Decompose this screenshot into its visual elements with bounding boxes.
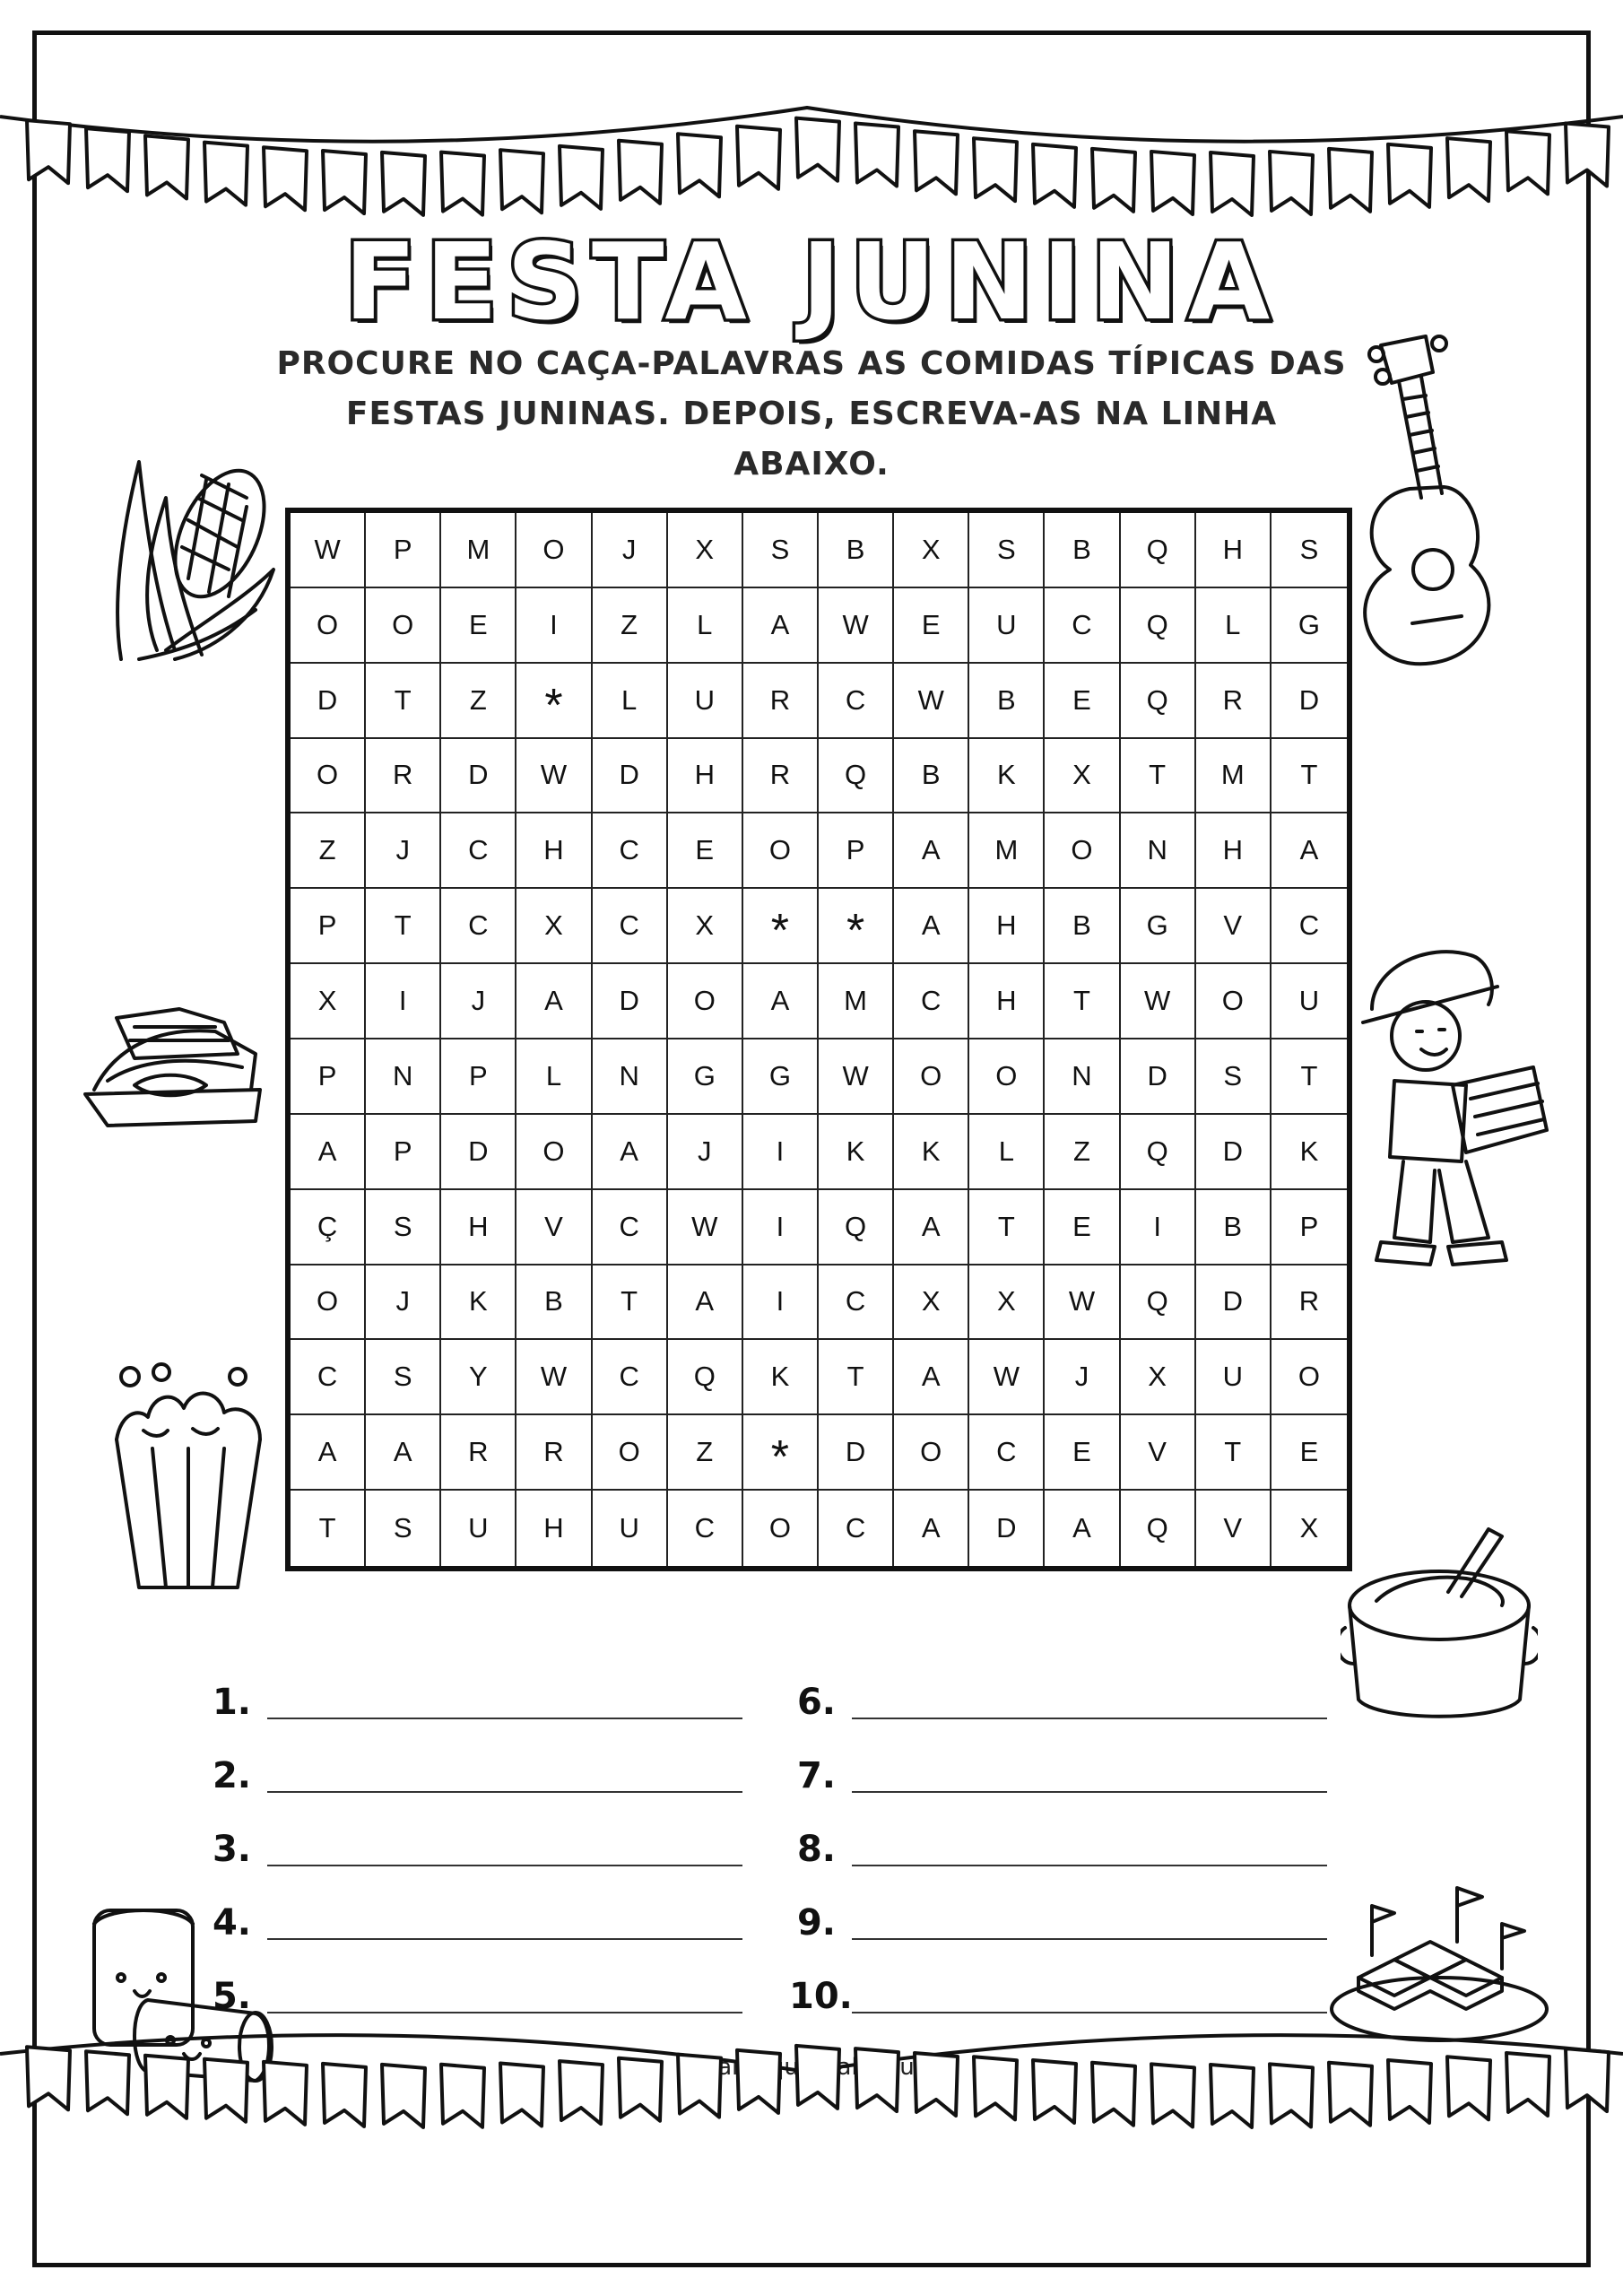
- grid-cell[interactable]: X: [1045, 739, 1120, 814]
- grid-cell[interactable]: E: [1045, 1190, 1120, 1265]
- grid-cell[interactable]: W: [819, 588, 894, 664]
- grid-cell[interactable]: K: [894, 1115, 969, 1190]
- grid-cell[interactable]: M: [441, 513, 516, 588]
- grid-cell[interactable]: Z: [593, 588, 668, 664]
- grid-cell[interactable]: O: [366, 588, 441, 664]
- grid-cell[interactable]: M: [819, 964, 894, 1039]
- grid-cell[interactable]: *: [743, 1415, 819, 1491]
- answer-number: 10.: [789, 1976, 853, 2017]
- grid-cell[interactable]: G: [743, 1039, 819, 1115]
- answer-rule[interactable]: [852, 1718, 1327, 1719]
- grid-cell[interactable]: O: [894, 1039, 969, 1115]
- bunting-flag-icon: [737, 2050, 780, 2113]
- grid-cell[interactable]: X: [894, 1265, 969, 1341]
- grid-cell[interactable]: C: [819, 664, 894, 739]
- grid-cell[interactable]: Z: [291, 813, 366, 889]
- grid-cell[interactable]: Q: [1121, 588, 1196, 664]
- grid-cell[interactable]: S: [366, 1340, 441, 1415]
- bunting-flag-icon: [382, 152, 425, 215]
- grid-cell[interactable]: P: [1271, 1190, 1347, 1265]
- answer-line[interactable]: [204, 1940, 742, 2017]
- page-title: FESTA JUNINA: [343, 220, 1280, 344]
- grid-cell[interactable]: O: [969, 1039, 1045, 1115]
- answer-rule[interactable]: [267, 1865, 742, 1866]
- grid-cell[interactable]: P: [291, 1039, 366, 1115]
- grid-cell[interactable]: R: [743, 739, 819, 814]
- grid-cell[interactable]: G: [1121, 889, 1196, 964]
- grid-cell[interactable]: H: [668, 739, 743, 814]
- bunting-flag-icon: [974, 138, 1017, 201]
- grid-cell[interactable]: M: [1196, 739, 1271, 814]
- bunting-flag-icon: [264, 2062, 307, 2125]
- grid-cell[interactable]: D: [441, 739, 516, 814]
- answer-rule[interactable]: [852, 1938, 1327, 1940]
- grid-cell[interactable]: T: [291, 1491, 366, 1566]
- grid-cell[interactable]: Q: [1121, 1265, 1196, 1341]
- grid-cell[interactable]: C: [819, 1491, 894, 1566]
- grid-cell[interactable]: O: [894, 1415, 969, 1491]
- grid-cell[interactable]: U: [1271, 964, 1347, 1039]
- bunting-flag-icon: [560, 2061, 603, 2124]
- bunting-flag-icon: [1211, 152, 1254, 215]
- grid-cell[interactable]: D: [593, 739, 668, 814]
- bunting-flag-icon: [86, 2051, 129, 2114]
- grid-cell[interactable]: O: [291, 739, 366, 814]
- bunting-flag-icon: [678, 134, 721, 196]
- bunting-flag-icon: [619, 141, 662, 204]
- grid-cell[interactable]: U: [969, 588, 1045, 664]
- grid-cell[interactable]: W: [969, 1340, 1045, 1415]
- grid-cell[interactable]: B: [1196, 1190, 1271, 1265]
- bunting-flag-icon: [1329, 2063, 1372, 2126]
- bunting-flag-icon: [382, 2065, 425, 2127]
- grid-cell[interactable]: I: [743, 1115, 819, 1190]
- grid-cell[interactable]: Q: [1121, 664, 1196, 739]
- bunting-flags-icon: [0, 2018, 1623, 2224]
- grid-cell[interactable]: N: [366, 1039, 441, 1115]
- bunting-flag-icon: [204, 143, 247, 205]
- grid-cell[interactable]: X: [516, 889, 592, 964]
- grid-cell[interactable]: S: [743, 513, 819, 588]
- grid-cell[interactable]: L: [668, 588, 743, 664]
- answer-number: 1.: [212, 1682, 251, 1723]
- grid-cell[interactable]: A: [668, 1265, 743, 1341]
- answer-lines-right: [789, 1646, 1327, 2017]
- grid-cell[interactable]: E: [1271, 1415, 1347, 1491]
- popcorn-icon: [103, 1359, 273, 1592]
- bunting-flag-icon: [27, 120, 70, 183]
- bunting-flag-icon: [500, 2063, 543, 2126]
- grid-cell[interactable]: C: [441, 889, 516, 964]
- instructions: PROCURE NO CAÇA-PALAVRAS AS COMIDAS TÍPICAS DAS FESTAS JUNINAS. DEPOIS, ESCREVA-AS NA LINHA ABAIXO.: [276, 345, 1347, 483]
- grid-cell[interactable]: P: [819, 813, 894, 889]
- grid-cell[interactable]: T: [1271, 739, 1347, 814]
- grid-cell[interactable]: A: [593, 1115, 668, 1190]
- grid-cell[interactable]: C: [593, 813, 668, 889]
- grid-cell[interactable]: L: [516, 1039, 592, 1115]
- grid-cell[interactable]: W: [1045, 1265, 1120, 1341]
- grid-cell[interactable]: Z: [441, 664, 516, 739]
- grid-cell[interactable]: K: [1271, 1115, 1347, 1190]
- bunting-flag-icon: [1033, 144, 1076, 207]
- answer-line[interactable]: [789, 1866, 1327, 1944]
- answer-line[interactable]: [789, 1719, 1327, 1796]
- bunting-flag-icon: [145, 135, 188, 198]
- grid-cell[interactable]: T: [366, 664, 441, 739]
- grid-cell[interactable]: K: [819, 1115, 894, 1190]
- bunting-flag-icon: [619, 2058, 662, 2121]
- grid-cell[interactable]: C: [291, 1340, 366, 1415]
- grid-cell[interactable]: A: [291, 1415, 366, 1491]
- grid-cell[interactable]: I: [743, 1265, 819, 1341]
- grid-cell[interactable]: B: [1045, 513, 1120, 588]
- grid-cell[interactable]: Ç: [291, 1190, 366, 1265]
- grid-cell[interactable]: C: [894, 964, 969, 1039]
- grid-cell[interactable]: C: [593, 1340, 668, 1415]
- answer-line[interactable]: [789, 1940, 1327, 2017]
- answer-number: 9.: [796, 1902, 836, 1944]
- grid-cell[interactable]: D: [1196, 1115, 1271, 1190]
- grid-cell[interactable]: *: [819, 889, 894, 964]
- grid-cell[interactable]: X: [1121, 1340, 1196, 1415]
- grid-cell[interactable]: K: [743, 1340, 819, 1415]
- grid-cell[interactable]: R: [441, 1415, 516, 1491]
- grid-cell[interactable]: G: [668, 1039, 743, 1115]
- grid-cell[interactable]: A: [1271, 813, 1347, 889]
- grid-cell[interactable]: H: [516, 813, 592, 889]
- grid-cell[interactable]: P: [441, 1039, 516, 1115]
- grid-cell[interactable]: T: [1271, 1039, 1347, 1115]
- answer-number: 6.: [796, 1682, 836, 1723]
- grid-cell[interactable]: B: [1045, 889, 1120, 964]
- bunting-flag-icon: [264, 147, 307, 210]
- grid-cell[interactable]: P: [366, 513, 441, 588]
- grid-cell[interactable]: X: [668, 889, 743, 964]
- bunting-flag-icon: [1270, 152, 1313, 214]
- grid-cell[interactable]: T: [1045, 964, 1120, 1039]
- grid-cell[interactable]: Y: [441, 1340, 516, 1415]
- grid-cell[interactable]: H: [1196, 813, 1271, 889]
- grid-cell[interactable]: S: [366, 1190, 441, 1265]
- grid-cell[interactable]: D: [441, 1115, 516, 1190]
- grid-cell[interactable]: S: [969, 513, 1045, 588]
- answer-number: 3.: [212, 1829, 251, 1870]
- bunting-flag-icon: [1270, 2064, 1313, 2126]
- grid-cell[interactable]: W: [516, 739, 592, 814]
- grid-cell[interactable]: A: [894, 889, 969, 964]
- bunting-flag-icon: [323, 151, 366, 213]
- grid-cell[interactable]: J: [366, 1265, 441, 1341]
- grid-cell[interactable]: T: [1121, 739, 1196, 814]
- grid-cell[interactable]: I: [366, 964, 441, 1039]
- grid-cell[interactable]: A: [743, 964, 819, 1039]
- grid-cell[interactable]: Q: [819, 739, 894, 814]
- grid-cell[interactable]: O: [668, 964, 743, 1039]
- answer-rule[interactable]: [267, 1791, 742, 1793]
- grid-cell[interactable]: A: [894, 1491, 969, 1566]
- grid-cell[interactable]: I: [516, 588, 592, 664]
- canjica-pot-icon: [1341, 1520, 1538, 1726]
- grid-cell[interactable]: C: [668, 1491, 743, 1566]
- bunting-flag-icon: [1092, 149, 1135, 212]
- grid-cell[interactable]: T: [366, 889, 441, 964]
- answer-line[interactable]: [204, 1866, 742, 1944]
- grid-cell[interactable]: O: [516, 513, 592, 588]
- grid-cell[interactable]: O: [291, 588, 366, 664]
- grid-cell[interactable]: R: [1196, 664, 1271, 739]
- grid-cell[interactable]: O: [743, 1491, 819, 1566]
- grid-cell[interactable]: O: [1196, 964, 1271, 1039]
- grid-cell[interactable]: I: [1121, 1190, 1196, 1265]
- grid-cell[interactable]: H: [1196, 513, 1271, 588]
- grid-cell[interactable]: K: [969, 739, 1045, 814]
- grid-cell[interactable]: D: [593, 964, 668, 1039]
- grid-cell[interactable]: X: [668, 513, 743, 588]
- guitar-icon: [1327, 327, 1515, 677]
- grid-cell[interactable]: Q: [1121, 1115, 1196, 1190]
- grid-cell[interactable]: D: [1196, 1265, 1271, 1341]
- grid-cell[interactable]: B: [516, 1265, 592, 1341]
- grid-cell[interactable]: S: [366, 1491, 441, 1566]
- grid-cell[interactable]: J: [668, 1115, 743, 1190]
- grid-cell[interactable]: L: [969, 1115, 1045, 1190]
- grid-cell[interactable]: N: [593, 1039, 668, 1115]
- bunting-flag-icon: [27, 2047, 70, 2109]
- grid-cell[interactable]: C: [1045, 588, 1120, 664]
- grid-cell[interactable]: T: [593, 1265, 668, 1341]
- answer-rule[interactable]: [267, 2012, 742, 2013]
- bunting-flag-icon: [1092, 2063, 1135, 2126]
- bunting-flag-icon: [1211, 2065, 1254, 2127]
- answer-line[interactable]: [204, 1719, 742, 1796]
- grid-cell[interactable]: V: [1121, 1415, 1196, 1491]
- bunting-flag-icon: [855, 123, 898, 186]
- grid-cell[interactable]: K: [441, 1265, 516, 1341]
- accordion-player-icon: [1354, 933, 1560, 1278]
- bunting-flag-icon: [796, 118, 839, 181]
- grid-cell[interactable]: D: [291, 664, 366, 739]
- grid-cell[interactable]: U: [441, 1491, 516, 1566]
- grid-cell[interactable]: R: [516, 1415, 592, 1491]
- grid-cell[interactable]: W: [1121, 964, 1196, 1039]
- answer-number: 8.: [796, 1829, 836, 1870]
- bunting-flag-icon: [1447, 2057, 1490, 2119]
- grid-cell[interactable]: P: [291, 889, 366, 964]
- corn-icon: [103, 444, 282, 677]
- answer-line[interactable]: [789, 1646, 1327, 1723]
- grid-cell[interactable]: O: [593, 1415, 668, 1491]
- grid-cell[interactable]: W: [819, 1039, 894, 1115]
- grid-cell[interactable]: W: [291, 513, 366, 588]
- bunting-flag-icon: [678, 2055, 721, 2118]
- grid-cell[interactable]: Q: [819, 1190, 894, 1265]
- grid-cell[interactable]: U: [593, 1491, 668, 1566]
- grid-cell[interactable]: P: [366, 1115, 441, 1190]
- grid-cell[interactable]: E: [894, 588, 969, 664]
- grid-cell[interactable]: G: [1271, 588, 1347, 664]
- grid-cell[interactable]: D: [969, 1491, 1045, 1566]
- grid-cell[interactable]: N: [1045, 1039, 1120, 1115]
- grid-cell[interactable]: T: [819, 1340, 894, 1415]
- answer-number: 5.: [212, 1976, 251, 2017]
- grid-cell[interactable]: V: [1196, 1491, 1271, 1566]
- grid-cell[interactable]: A: [743, 588, 819, 664]
- grid-cell[interactable]: H: [516, 1491, 592, 1566]
- grid-cell[interactable]: H: [969, 889, 1045, 964]
- bunting-flag-icon: [1033, 2060, 1076, 2123]
- grid-cell[interactable]: N: [1121, 813, 1196, 889]
- grid-cell[interactable]: D: [1121, 1039, 1196, 1115]
- grid-cell[interactable]: B: [969, 664, 1045, 739]
- grid-cell[interactable]: E: [668, 813, 743, 889]
- grid-cell[interactable]: J: [366, 813, 441, 889]
- grid-cell[interactable]: Z: [668, 1415, 743, 1491]
- grid-cell[interactable]: R: [743, 664, 819, 739]
- grid-cell[interactable]: C: [819, 1265, 894, 1341]
- answer-rule[interactable]: [852, 1865, 1327, 1866]
- grid-cell[interactable]: T: [969, 1190, 1045, 1265]
- grid-cell[interactable]: J: [441, 964, 516, 1039]
- grid-cell[interactable]: Q: [668, 1340, 743, 1415]
- grid-cell[interactable]: T: [1196, 1415, 1271, 1491]
- grid-cell[interactable]: Z: [1045, 1115, 1120, 1190]
- bunting-flag-icon: [500, 150, 543, 213]
- bunting-flag-icon: [204, 2059, 247, 2122]
- grid-cell[interactable]: O: [1271, 1340, 1347, 1415]
- grid-cell[interactable]: O: [516, 1115, 592, 1190]
- grid-cell[interactable]: O: [1045, 813, 1120, 889]
- grid-cell[interactable]: H: [441, 1190, 516, 1265]
- grid-cell[interactable]: L: [593, 664, 668, 739]
- bunting-flag-icon: [855, 2048, 898, 2111]
- grid-cell[interactable]: S: [1196, 1039, 1271, 1115]
- grid-cell[interactable]: W: [516, 1340, 592, 1415]
- grid-cell[interactable]: B: [894, 739, 969, 814]
- bunting-flag-icon: [441, 152, 484, 215]
- answer-line[interactable]: [204, 1646, 742, 1723]
- grid-cell[interactable]: A: [366, 1415, 441, 1491]
- grid-cell[interactable]: X: [969, 1265, 1045, 1341]
- grid-cell[interactable]: A: [894, 1340, 969, 1415]
- answer-lines-left: [204, 1646, 742, 2017]
- bunting-flag-icon: [1151, 152, 1194, 214]
- grid-cell[interactable]: U: [668, 664, 743, 739]
- grid-cell[interactable]: *: [516, 664, 592, 739]
- bunting-flag-icon: [1506, 131, 1549, 194]
- grid-cell[interactable]: A: [894, 1190, 969, 1265]
- bunting-flag-icon: [796, 2046, 839, 2109]
- bunting-flag-icon: [1329, 149, 1372, 212]
- grid-cell[interactable]: Q: [1121, 513, 1196, 588]
- grid-cell[interactable]: R: [366, 739, 441, 814]
- grid-cell[interactable]: E: [1045, 1415, 1120, 1491]
- bunting-flag-icon: [1566, 123, 1609, 186]
- answer-rule[interactable]: [852, 2012, 1327, 2013]
- bunting-flag-icon: [974, 2057, 1017, 2119]
- bunting-flag-icon: [737, 126, 780, 189]
- answer-rule[interactable]: [267, 1938, 742, 1940]
- grid-cell[interactable]: *: [743, 889, 819, 964]
- grid-cell[interactable]: C: [441, 813, 516, 889]
- grid-cell[interactable]: X: [1299, 1512, 1319, 1544]
- grid-cell[interactable]: J: [593, 513, 668, 588]
- answer-number: 4.: [212, 1902, 251, 1944]
- bunting-flag-icon: [86, 128, 129, 191]
- pamonha-icon: [81, 991, 269, 1135]
- answer-number: 7.: [796, 1755, 836, 1796]
- bunting-flag-icon: [323, 2064, 366, 2126]
- grid-cell[interactable]: M: [969, 813, 1045, 889]
- bunting-flag-icon: [1506, 2053, 1549, 2116]
- grid-cell[interactable]: L: [1196, 588, 1271, 664]
- answer-rule[interactable]: [852, 1791, 1327, 1793]
- grid-cell[interactable]: D: [1271, 664, 1347, 739]
- grid-cell[interactable]: C: [593, 889, 668, 964]
- grid-cell[interactable]: O: [291, 1265, 366, 1341]
- grid-cell[interactable]: X: [894, 513, 969, 588]
- word-search-grid[interactable]: [285, 508, 1352, 1571]
- answer-rule[interactable]: [267, 1718, 742, 1719]
- bunting-flag-icon: [1566, 2048, 1609, 2111]
- grid-cell[interactable]: S: [1271, 513, 1347, 588]
- bunting-flag-icon: [1447, 138, 1490, 201]
- grid-cell[interactable]: C: [969, 1415, 1045, 1491]
- bunting-flag-icon: [560, 146, 603, 209]
- grid-cell[interactable]: Q: [1121, 1491, 1196, 1566]
- grid-cell[interactable]: D: [819, 1415, 894, 1491]
- grid-cell[interactable]: A: [291, 1115, 366, 1190]
- bunting-flag-icon: [915, 131, 958, 194]
- grid-cell[interactable]: C: [1271, 889, 1347, 964]
- bunting-flag-icon: [1151, 2064, 1194, 2126]
- answer-number: 2.: [212, 1755, 251, 1796]
- grid-cell[interactable]: C: [593, 1190, 668, 1265]
- bunting-flag-icon: [1388, 144, 1431, 207]
- grid-cell[interactable]: O: [743, 813, 819, 889]
- grid-cell[interactable]: J: [1045, 1340, 1120, 1415]
- bunting-flag-icon: [1388, 2060, 1431, 2123]
- grid-cell[interactable]: U: [1196, 1340, 1271, 1415]
- grid-cell[interactable]: I: [743, 1190, 819, 1265]
- answer-line[interactable]: [204, 1793, 742, 1870]
- answer-line[interactable]: [789, 1793, 1327, 1870]
- grid-cell[interactable]: R: [1271, 1265, 1347, 1341]
- grid-cell[interactable]: B: [819, 513, 894, 588]
- grid-cell[interactable]: E: [441, 588, 516, 664]
- bunting-flag-icon: [145, 2056, 188, 2118]
- grid-cell[interactable]: V: [516, 1190, 592, 1265]
- grid-cell[interactable]: X: [291, 964, 366, 1039]
- grid-cell[interactable]: H: [969, 964, 1045, 1039]
- grid-cell[interactable]: E: [1045, 664, 1120, 739]
- grid-cell[interactable]: W: [668, 1190, 743, 1265]
- bunting-flag-icon: [915, 2053, 958, 2116]
- grid-cell[interactable]: A: [894, 813, 969, 889]
- grid-cell[interactable]: V: [1196, 889, 1271, 964]
- grid-cell[interactable]: W: [894, 664, 969, 739]
- grid-cell[interactable]: A: [1045, 1491, 1120, 1566]
- bunting-flag-icon: [441, 2065, 484, 2127]
- grid-cell[interactable]: A: [516, 964, 592, 1039]
